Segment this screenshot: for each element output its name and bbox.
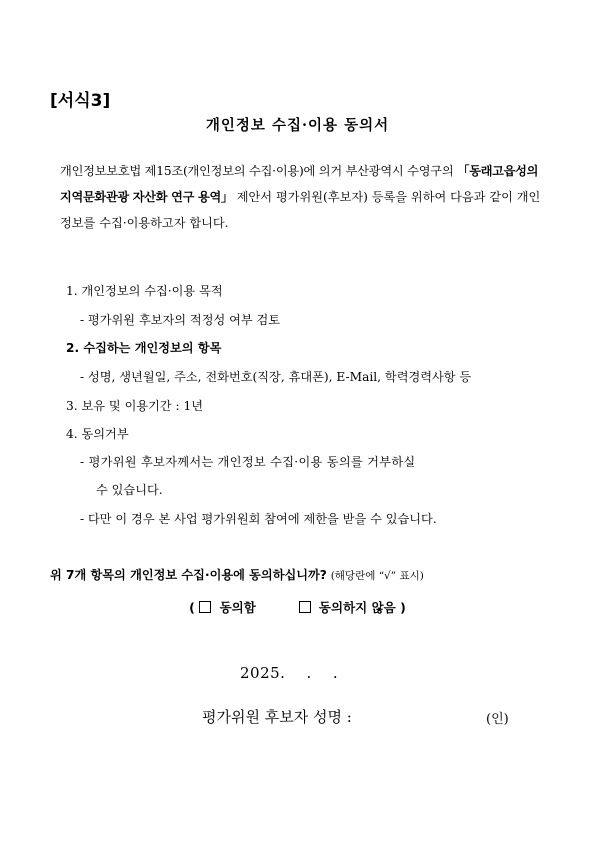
question-text: 위 7개 항목의 개인정보 수집·이용에 동의하십니까? bbox=[50, 568, 327, 582]
item-3-title: 3. 보유 및 이용기간 : 1년 bbox=[66, 399, 204, 413]
item-4-desc-1a: - 평가위원 후보자께서는 개인정보 수집·이용 동의를 거부하실 bbox=[80, 455, 416, 469]
item-1-title: 1. 개인정보의 수집·이용 목적 bbox=[66, 284, 223, 298]
form-number: [서식3] bbox=[50, 91, 111, 111]
intro-part1: 개인정보보호법 제15조(개인정보의 수집·이용)에 의거 부산광역시 수영구의 bbox=[60, 164, 454, 178]
disagree-checkbox[interactable] bbox=[299, 601, 311, 613]
date-line: 2025. . . bbox=[240, 664, 339, 682]
intro-part2: 제안서 평가위원(후보자) 등록을 위하여 다음과 같이 개인정보를 수집·이용하고자 합니다. bbox=[60, 190, 541, 230]
agree-checkbox[interactable] bbox=[199, 601, 211, 613]
options-close-paren: ) bbox=[400, 600, 406, 615]
item-2-title: 2. 수집하는 개인정보의 항목 bbox=[66, 341, 222, 355]
disagree-label: 동의하지 않음 bbox=[318, 600, 396, 615]
item-4-desc-2: - 다만 이 경우 본 사업 평가위원회 참여에 제한을 받을 수 있습니다. bbox=[80, 512, 437, 526]
item-1-desc: - 평가위원 후보자의 적정성 여부 검토 bbox=[80, 313, 281, 327]
document-title: 개인정보 수집·이용 동의서 bbox=[205, 117, 390, 134]
project-name: 「동래고읍성의 지역문화관광 자산화 연구 용역」 bbox=[60, 164, 539, 204]
agree-label: 동의함 bbox=[219, 600, 256, 615]
intro-paragraph bbox=[60, 158, 550, 236]
consent-options bbox=[0, 598, 595, 616]
seal-mark: (인) bbox=[486, 712, 509, 727]
item-4-title: 4. 동의거부 bbox=[66, 427, 129, 441]
consent-question bbox=[50, 566, 424, 583]
signature-label: 평가위원 후보자 성명 : bbox=[202, 708, 352, 726]
item-2-desc: - 성명, 생년월일, 주소, 전화번호(직장, 휴대폰), E-Mail, 학력경력사항 등 bbox=[80, 370, 472, 384]
question-note: (해당란에 “√” 표시) bbox=[330, 570, 424, 582]
item-4-desc-1b: 수 있습니다. bbox=[96, 483, 163, 497]
options-open-paren: ( bbox=[189, 600, 195, 615]
